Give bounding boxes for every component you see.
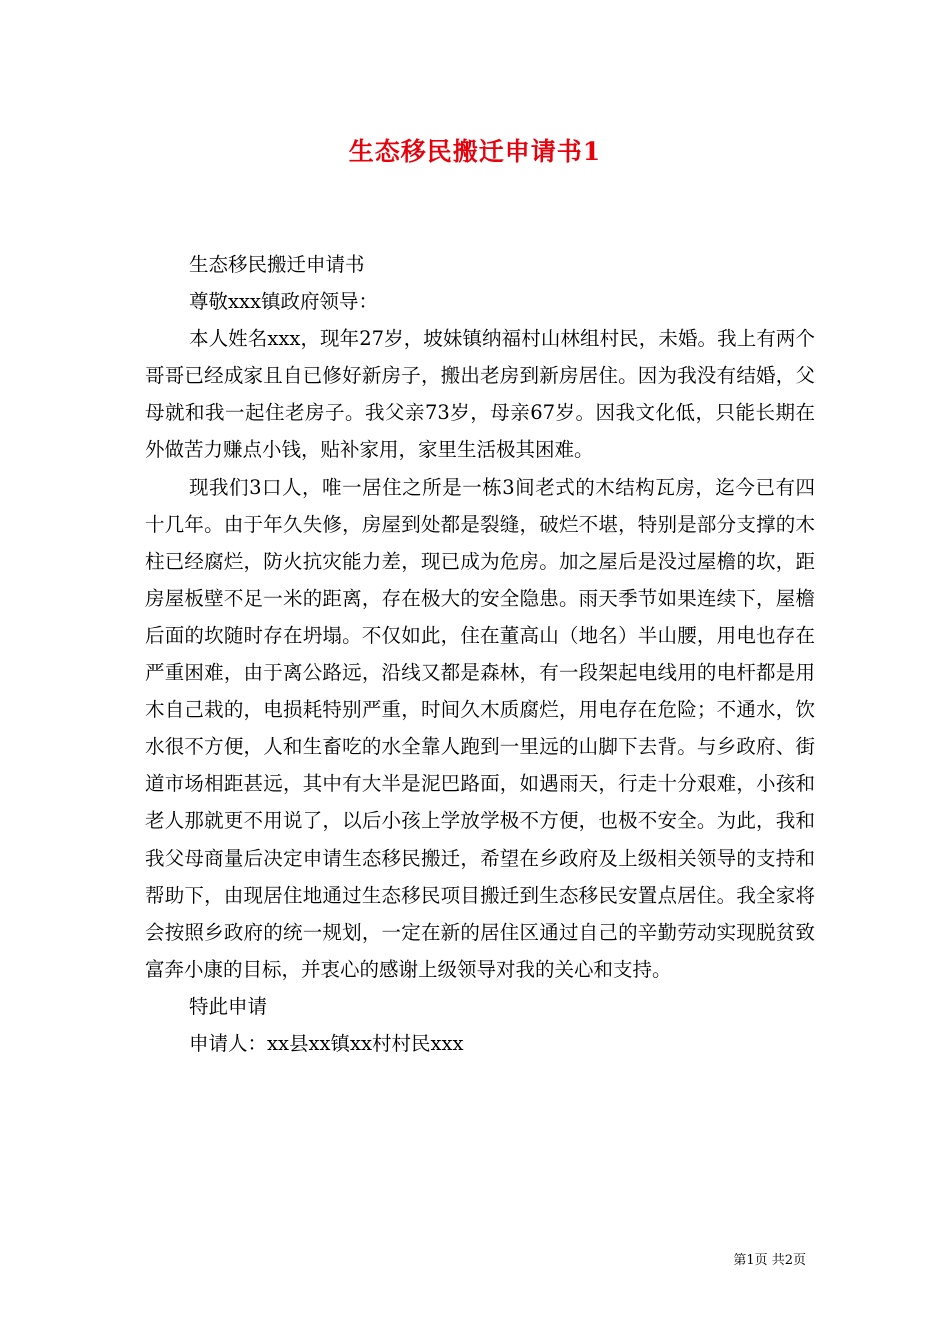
page-number: 第1页 共2页	[733, 1253, 806, 1268]
closing: 特此申请	[189, 994, 268, 1018]
paragraph-1: 本人姓名xxx，现年27岁，坡妹镇纳福村山林组村民，未婚。我上有两个哥哥已经成家且自已修好新房子，搬出老房到新房居住。因为我没有结婚，父母就和我一起住老房子。我父亲73岁，母亲67岁。因我文化低，只能长期在外做苦力赚点小钱，贴补家用，家里生活极其困难。	[145, 327, 815, 462]
document-title: 生态移民搬迁申请书1	[348, 137, 602, 166]
salutation: 尊敬xxx镇政府领导：	[189, 290, 378, 314]
signature: 申请人：xx县xx镇xx村村民xxx	[189, 1031, 464, 1055]
paragraph-2: 现我们3口人，唯一居住之所是一栋3间老式的木结构瓦房，迄今已有四十几年。由于年久失修，房屋到处都是裂缝，破烂不堪，特别是部分支撑的木柱已经腐烂，防火抗灾能力差，现已成为危房。加之屋后是没过屋檐的坎，距房屋板壁不足一米的距离，存在极大的安全隐患。雨天季节如果连续下，屋檐后面的坎随时存在坍塌。不仅如此，住在董高山（地名）半山腰，用电也存在严重困难，由于离公路远，沿线又都是森林，有一段架起电线用的电杆都是用木自己栽的，电损耗特别严重，时间久木质腐烂，用电存在危险；不通水，饮水很不方便，人和生畜吃的水全靠人跑到一里远的山脚下去背。与乡政府、街道市场相距甚远，其中有大半是泥巴路面，如遇雨天，行走十分艰难，小孩和老人那就更不用说了，以后小孩上学放学极不方便，也极不安全。为此，我和我父母商量后决定申请生态移民搬迁，希望在乡政府及上级相关领导的支持和帮助下，由现居住地通过生态移民项目搬迁到生态移民安置点居住。我全家将会按照乡政府的统一规划，一定在新的居住区通过自己的辛勤劳动实现脱贫致富奔小康的目标，并衷心的感谢上级领导对我的关心和支持。	[145, 475, 815, 981]
document-body	[145, 246, 815, 1062]
document-heading: 生态移民搬迁申请书	[189, 253, 365, 276]
